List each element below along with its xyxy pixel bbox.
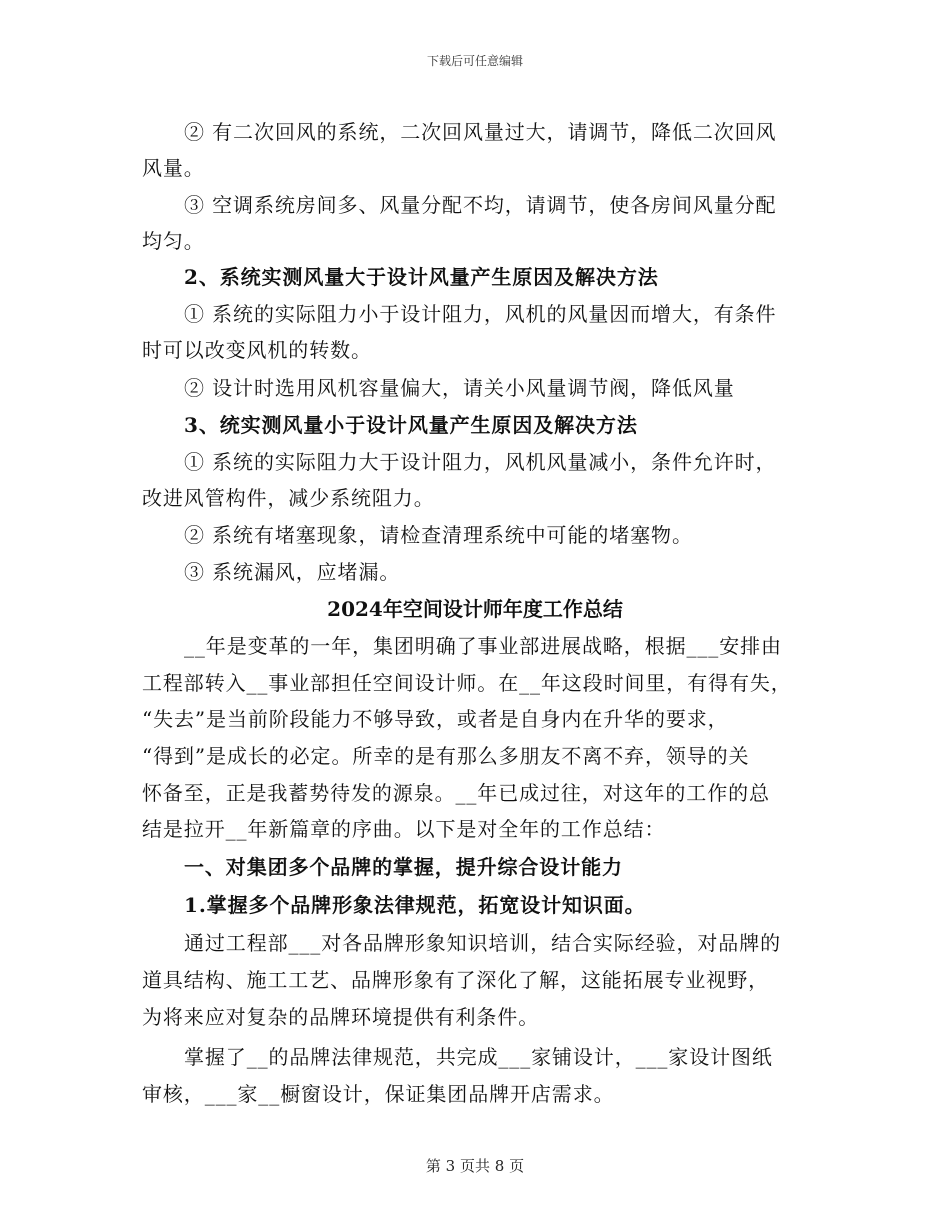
text-line: 风量。 [142,156,205,180]
text-line: 为将来应对复杂的品牌环境提供有利条件。 [142,1005,540,1029]
heading-line: 1.掌握多个品牌形象法律规范，拓宽设计知识面。 [184,893,646,917]
page-header: 下载后可任意编辑 [426,54,523,68]
text-line: 结是拉开__年新篇章的序曲。以下是对全年的工作总结： [142,817,666,841]
text-line: “得到”是成长的必定。所幸的是有那么多朋友不离不弃，领导的关 [142,744,750,768]
text-line: 均匀。 [142,229,205,253]
text-line: ③ 空调系统房间多、风量分配不均，请调节，使各房间风量分配 [184,193,777,217]
text-line: ① 系统的实际阻力小于设计阻力，风机的风量因而增大，有条件 [184,302,777,326]
text-line: 审核，___家__橱窗设计，保证集团品牌开店需求。 [142,1082,615,1106]
text-line: 怀备至，正是我蓄势待发的源泉。__年已成过往，对这年的工作的总 [142,781,770,805]
text-line: __年是变革的一年，集团明确了事业部进展战略，根据___安排由 [184,634,782,658]
heading-line: 2、系统实测风量大于设计风量产生原因及解决方法 [184,265,659,289]
text-line: 道具结构、施工工艺、品牌形象有了深化了解，这能拓展专业视野， [142,968,769,992]
heading-line: 一、对集团多个品牌的掌握，提升综合设计能力 [184,855,623,879]
text-line: “失去”是当前阶段能力不够导致，或者是自身内在升华的要求， [142,707,729,731]
text-line: ② 设计时选用风机容量偏大，请关小风量调节阀，降低风量 [184,376,735,400]
page-footer: 第 3 页共 8 页 [425,1157,525,1175]
text-line: ② 系统有堵塞现象，请检查清理系统中可能的堵塞物。 [184,523,693,547]
section-title: 2024年空间设计师年度工作总结 [327,597,623,621]
heading-line: 3、统实测风量小于设计风量产生原因及解决方法 [184,413,638,437]
text-line: 工程部转入__事业部担任空间设计师。在__年这段时间里，有得有失， [142,671,792,695]
text-line: 掌握了__的品牌法律规范，共完成___家铺设计，___家设计图纸 [184,1045,773,1069]
text-line: ③ 系统漏风，应堵漏。 [184,560,401,584]
text-line: 通过工程部___对各品牌形象知识培训，结合实际经验，对品牌的 [184,931,781,955]
text-line: ② 有二次回风的系统，二次回风量过大，请调节，降低二次回风 [184,120,777,144]
text-line: 时可以改变风机的转数。 [142,338,372,362]
text-line: 改进风管构件，减少系统阻力。 [142,486,435,510]
text-line: ① 系统的实际阻力大于设计阻力，风机风量减小，条件允许时， [184,450,777,474]
